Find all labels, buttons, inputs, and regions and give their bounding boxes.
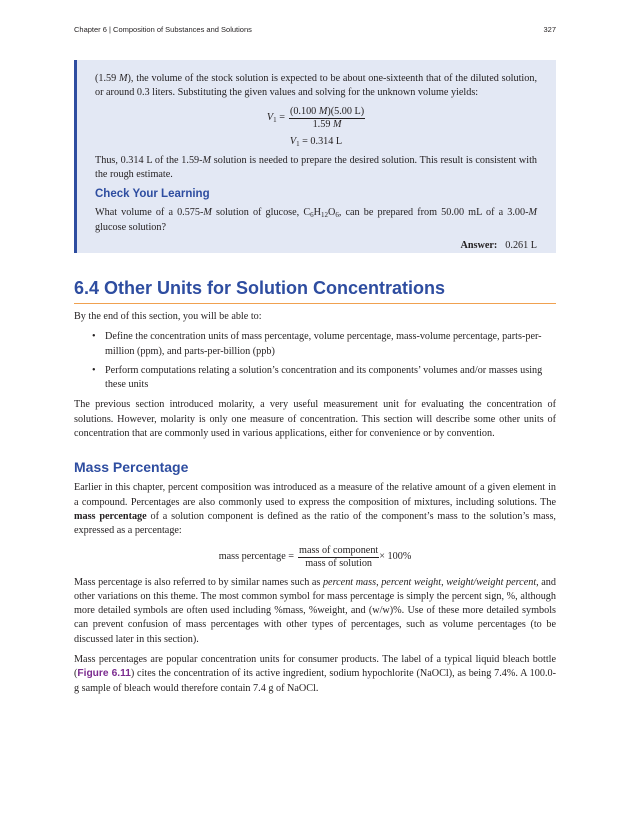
example-conclusion: Thus, 0.314 L of the 1.59-M solution is needed to prepare the desired solution. This result is consistent with the rough estimate. [95,154,538,181]
volume-equation: $V_1$ = $\frac{(0.100 M)(5.00 L)}{1.59 M}$ [266,105,365,130]
volume-result: $V_1 = 0.314$ L [289,135,343,148]
mass-percentage-paragraph-2: Mass percentage is also referred to by similar names such as percent mass, percent weight, weight/weight percent, and other variations on this theme. The most common symbol for mass percentage is simply the percent sign, %, although more detailed symbols are often used including %mass, %weight, and (w/w)%. Use of these more detailed symbols can prevent confusion of mass percentages with other types of percentages, such as volume percentages (to be discussed later in this section). [74,576,556,645]
section-body [74,310,556,702]
objectives-intro: By the end of this section, you will be able to: [74,311,262,322]
list-item: • Perform computations relating a solution’s concentration and its components’ volumes and/or masses using these units [105,364,556,393]
mass-percentage-paragraph-1: Earlier in this chapter, percent composition was introduced as a measure of the relative amount of a given element in a compound. Percentages are also commonly used to express the composition of mixtures, including solutions. The mass percentage of a solution component is defined as the ratio of the component’s mass to the solution’s mass, expressed as a percentage: [74,482,556,537]
check-question: What volume of a 0.575-M solution of glucose, $C_6H_{12}O_6$, can be prepared from 50.00 mL of a 3.00-M glucose solution? [95,207,537,233]
chapter-title: Chapter 6 | Composition of Substances and Solutions [74,25,252,34]
check-your-learning-title: Check Your Learning [95,188,210,201]
section-title: 6.4 Other Units for Solution Concentrations [74,276,556,304]
example-paragraph: (1.59 M), the volume of the stock solution is expected to be about one-sixteenth that of the diluted solution, or around 0.3 liters. Substituting the given values and solving for the unknown volume yields: [95,73,537,99]
answer-value: 0.261 L [505,240,537,252]
mass-percentage-paragraph-3: Mass percentages are popular concentration units for consumer products. The label of a typical liquid bleach bottle (Figure 6.11) cites the concentration of its active ingredient, sodium hypochlorite (NaOCl), as being 7.4%. A 100.0-g sample of bleach would therefore contain 7.4 g of NaOCl. [74,654,556,694]
figure-link[interactable]: Figure 6.11 [77,668,131,680]
answer [95,239,537,253]
intro-paragraph: The previous section introduced molarity, a very useful measurement unit for evaluating the concentration of solutions. However, molarity is only one measure of concentration. This section will describe some other units of concentration that are commonly used in various applications, either for convenience or by convention. [74,399,556,440]
subsection-title: Mass Percentage [74,459,189,476]
mass-percentage-equation: mass percentage = $\frac{\text{mass of component}}{\text{mass of solution}}$ × 100% [218,544,412,569]
page-header [74,25,556,37]
objectives-list [74,330,556,392]
page-number: 327 [543,25,556,34]
list-item: • Define the concentration units of mass percentage, volume percentage, mass-volume percentage, parts-per-million (ppm), and parts-per-billion (ppb) [105,330,556,359]
answer-label: Answer: [460,240,498,252]
example-box [74,60,556,253]
